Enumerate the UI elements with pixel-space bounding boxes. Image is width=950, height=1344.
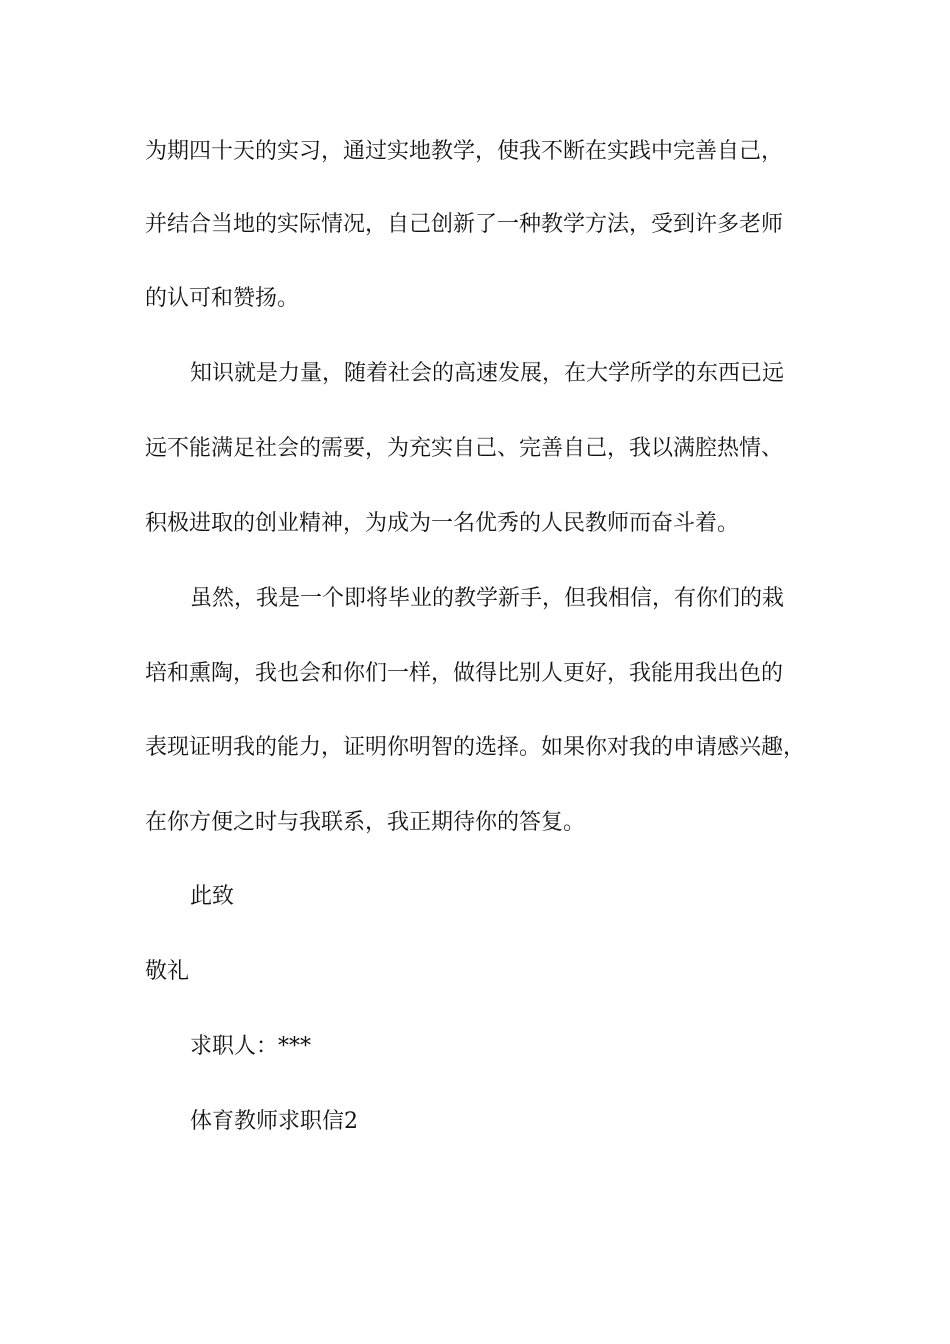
paragraph-line: 在你方便之时与我联系，我正期待你的答复。 <box>145 810 586 835</box>
paragraph-line: 并结合当地的实际情况，自己创新了一种教学方法，受到许多老师 <box>145 212 784 237</box>
paragraph-line: 积极进取的创业精神，为成为一名优秀的人民教师而奋斗着。 <box>145 511 740 536</box>
section-title: 体育教师求职信2 <box>190 1109 358 1134</box>
paragraph-line: 为期四十天的实习，通过实地教学，使我不断在实践中完善自己， <box>145 139 784 164</box>
closing-regards: 敬礼 <box>145 959 190 984</box>
paragraph-line: 远不能满足社会的需要，为充实自己、完善自己，我以满腔热情、 <box>145 436 784 461</box>
signature-line: 求职人：*** <box>190 1034 312 1059</box>
paragraph-line: 培和熏陶，我也会和你们一样，做得比别人更好，我能用我出色的 <box>145 661 784 686</box>
paragraph-line: 虽然，我是一个即将毕业的教学新手，但我相信，有你们的栽 <box>190 586 785 611</box>
closing-salutation: 此致 <box>190 884 235 909</box>
paragraph-line: 的认可和赞扬。 <box>145 286 300 311</box>
paragraph-line: 表现证明我的能力，证明你明智的选择。如果你对我的申请感兴趣， <box>145 735 806 760</box>
paragraph-line: 知识就是力量，随着社会的高速发展，在大学所学的东西已远 <box>190 361 785 386</box>
